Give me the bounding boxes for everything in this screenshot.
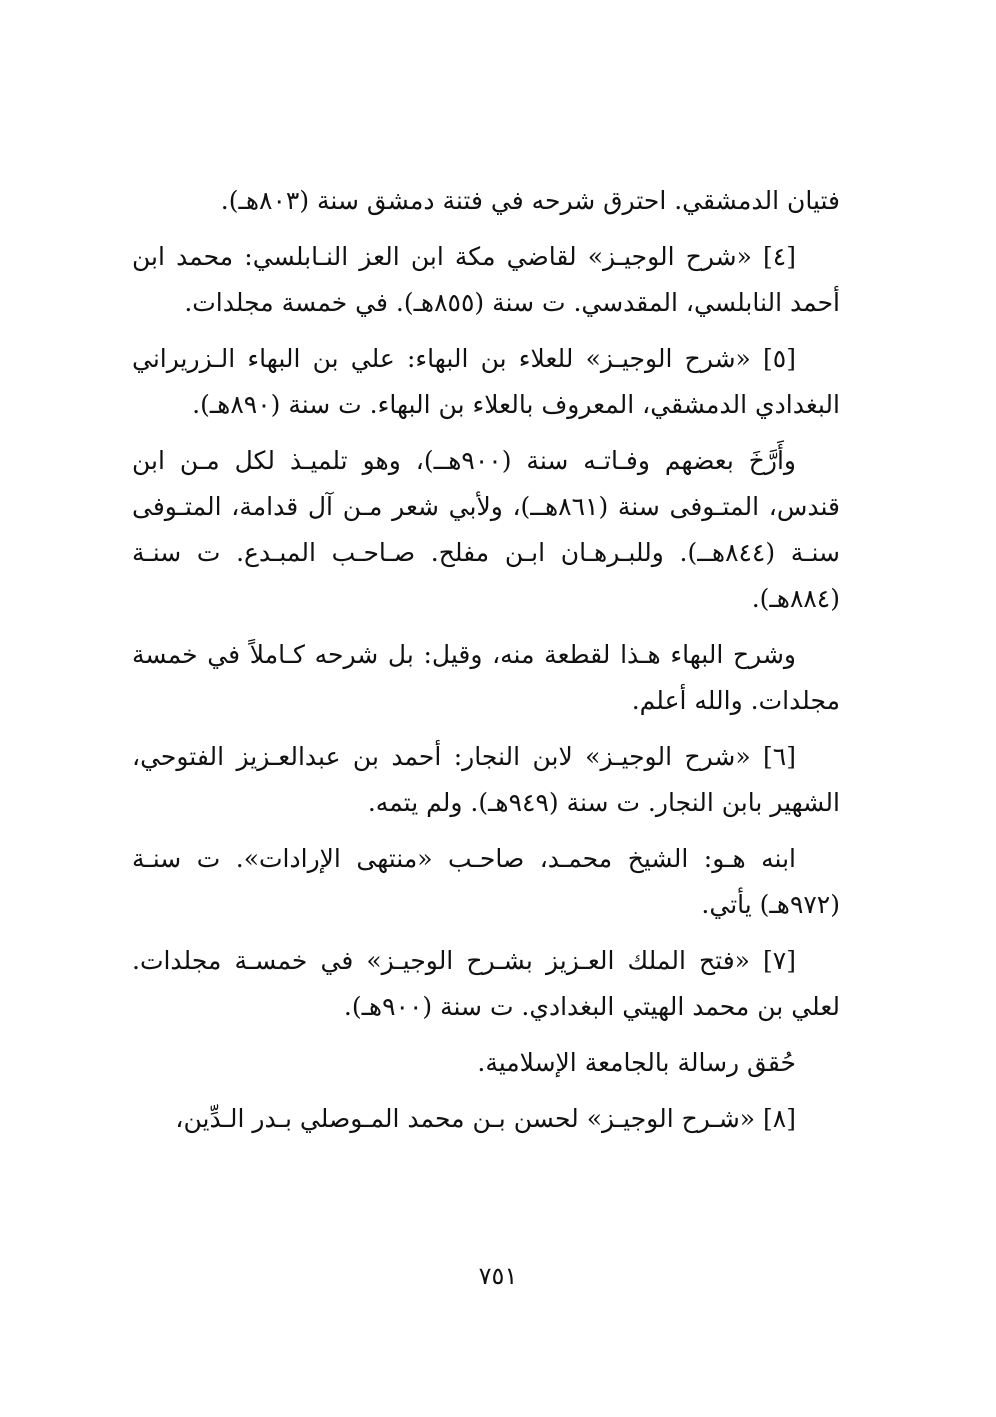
paragraph-entry-5: [٥] «شرح الوجيـز» للعلاء بن البهاء: علي بن البهاء الـزريراني البغدادي الدمشقي، المعروف بالعلاء بن البهاء. ت سنة (٨٩٠هـ). [132, 344, 840, 419]
paragraph-entry-4: [٤] «شرح الوجيـز» لقاضي مكة ابن العز النـابلسي: محمد ابن أحمد النابلسي، المقدسي. ت سنة (٨٥٥هـ). في خمسة مجلدات. [132, 242, 840, 317]
paragraph-note-al-bahaa: وشرح البهاء هـذا لقطعة منه، وقيل: بل شرحه كـاملاً في خمسة مجلدات. والله أعلم. [132, 640, 840, 715]
paragraph-entry-6: [٦] «شرح الوجيـز» لابن النجار: أحمد بن عبدالعـزيز الفتوحي، الشهير بابن النجار. ت سنة (٩٤٩هـ). ولم يتمه. [132, 742, 840, 817]
paragraph-entry-7: [٧] «فتح الملك العـزيز بشـرح الوجيـز» في خمسـة مجلدات. لعلي بن محمد الهيتي البغدادي. ت سنة (٩٠٠هـ). [132, 946, 840, 1021]
paragraph-death-dates: وأَرَّخَ بعضهم وفـاتـه سنة (٩٠٠هــ)، وهو تلميـذ لكل مـن ابن قندس، المتـوفى سنة (٨٦١هــ)، ولأبي شعر مـن آل قدامة، المتـوفى سنـة (٨٤٤هــ). وللبـرهـان ابـن مفلح. صـاحـب المبـدع. ت سنـة (٨٨٤هـ). [132, 446, 840, 613]
paragraph-note-son: ابنه هـو: الشيخ محمـد، صاحـب «منتهى الإرادات». ت سنـة (٩٧٢هـ) يأتي. [132, 844, 840, 919]
page-body [132, 178, 840, 1152]
paragraph-continuation: فتيان الدمشقي. احترق شرحه في فتنة دمشق سنة (٨٠٣هـ). [220, 186, 840, 215]
page-number: ٧٥١ [478, 1262, 518, 1290]
paragraph-note-edited: حُقق رسالة بالجامعة الإسلامية. [477, 1048, 796, 1077]
paragraph-entry-8: [٨] «شـرح الوجيـز» لحسن بـن محمد المـوصلي بـدر الـدِّين، [175, 1104, 796, 1133]
